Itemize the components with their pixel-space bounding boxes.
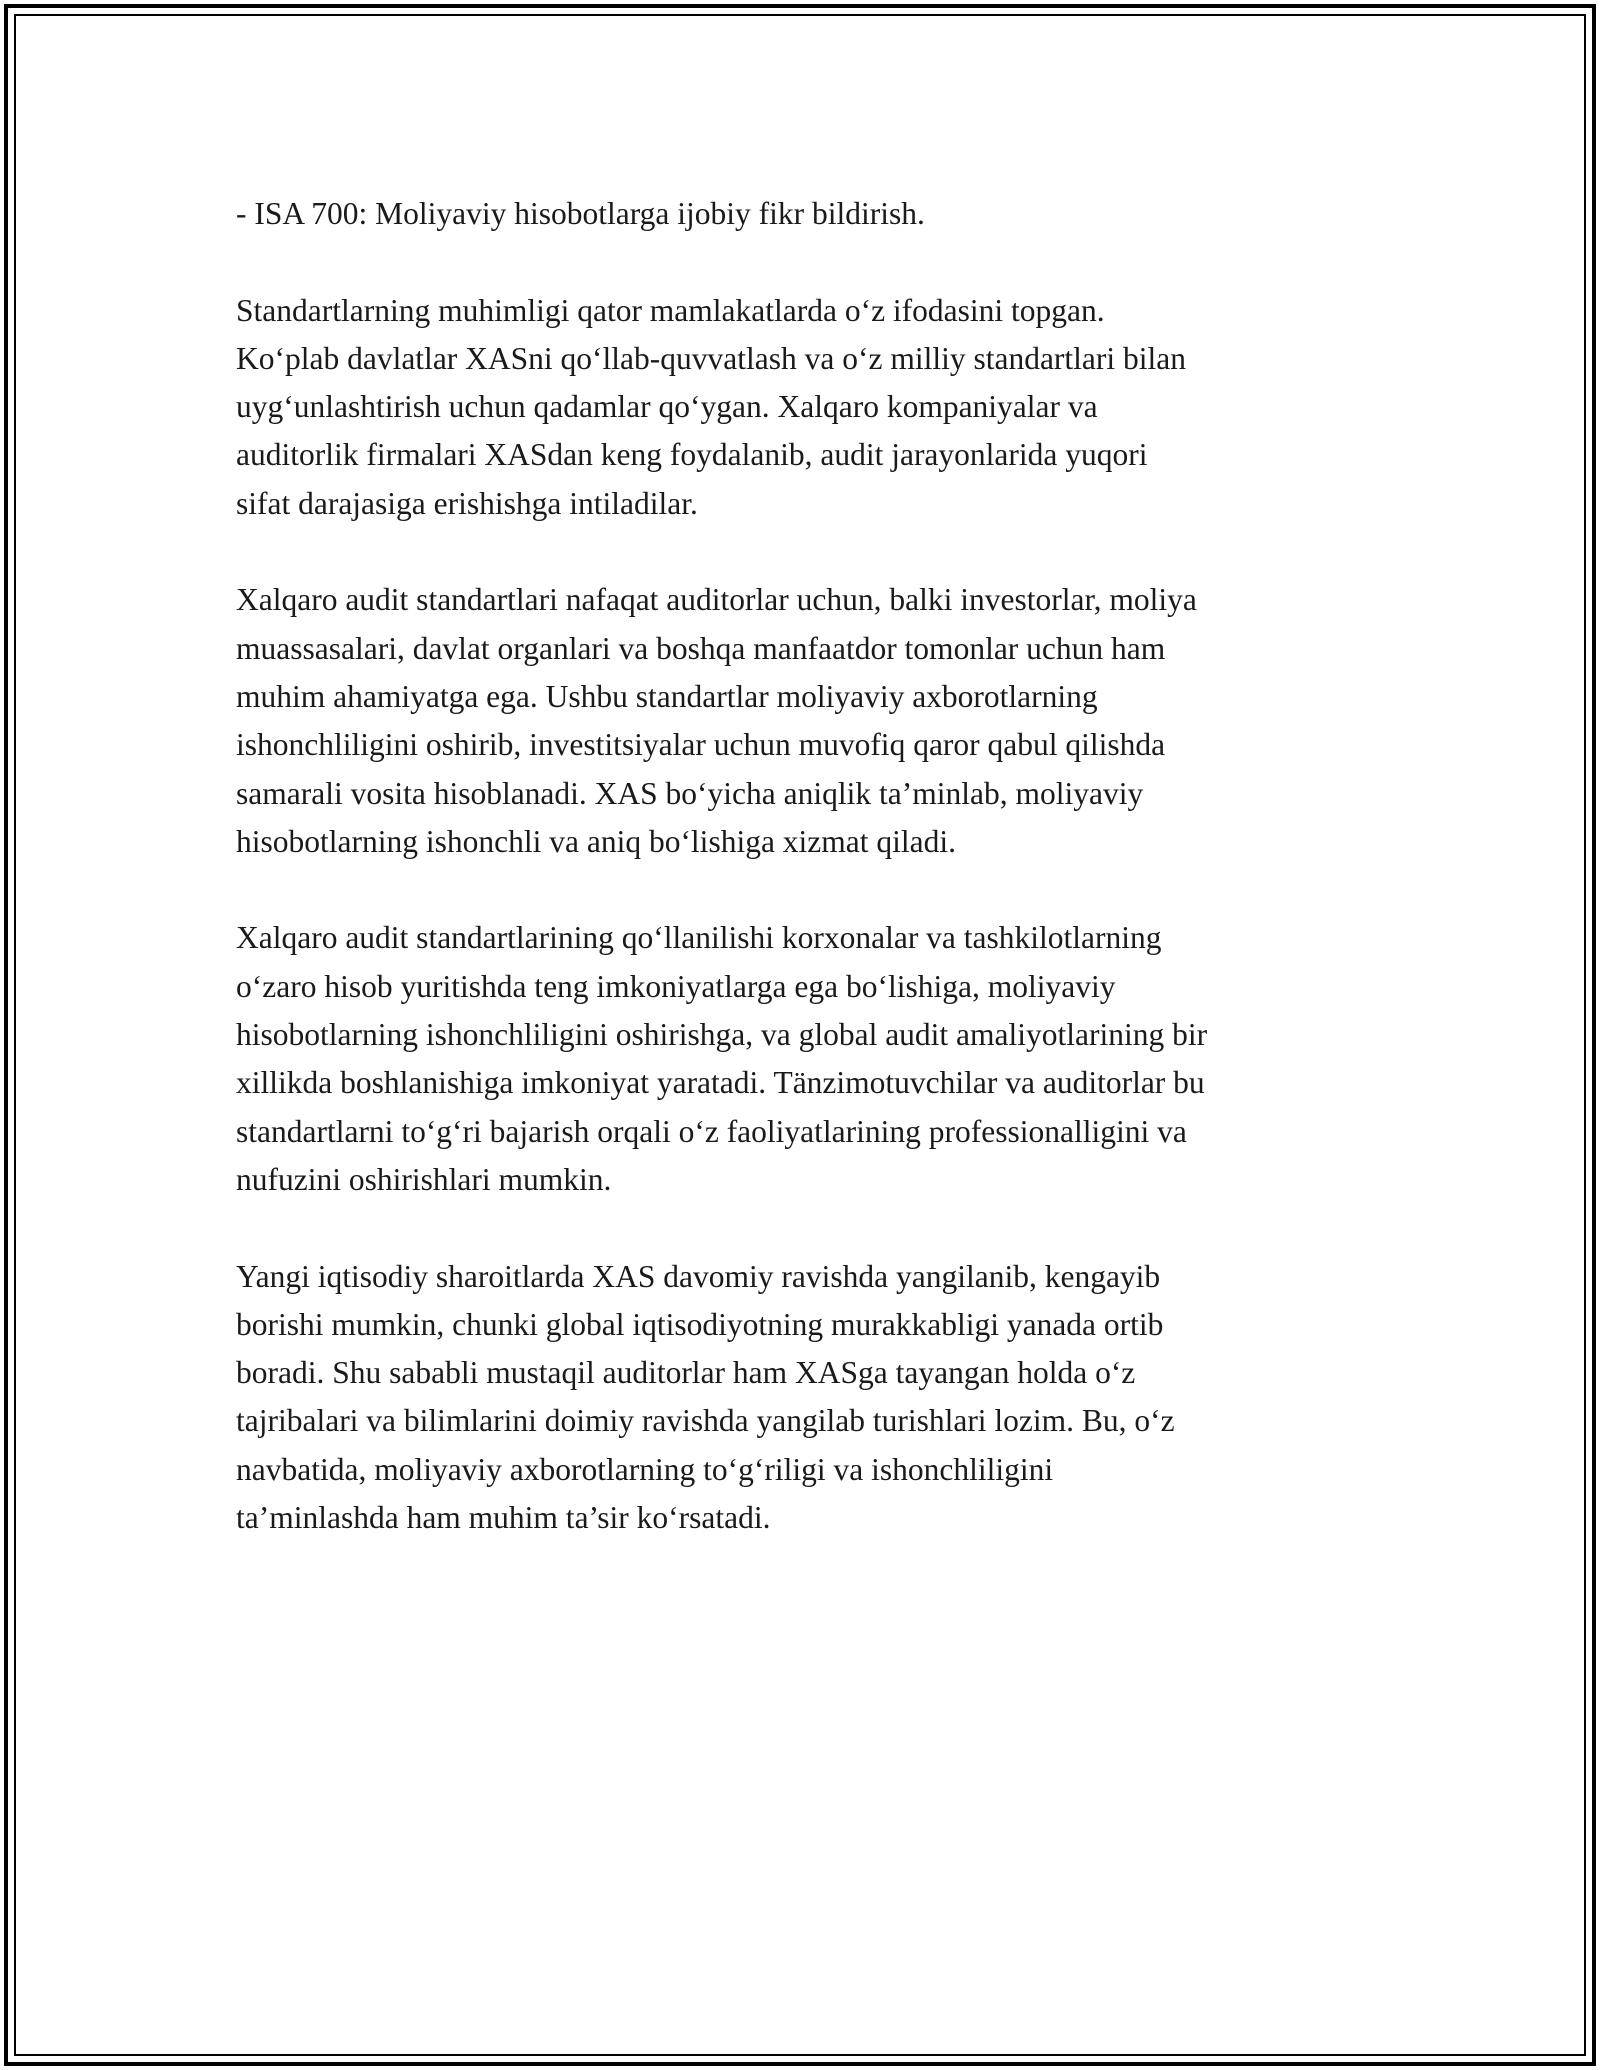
text-line: boradi. Shu sababli mustaqil auditorlar ham XASga tayangan holda o‘z [236, 1355, 1136, 1391]
text-line: hisobotlarning ishonchli va aniq bo‘lishiga xizmat qiladi. [236, 823, 957, 859]
paragraph [236, 576, 1396, 866]
text-line: muassasalari, davlat organlari va boshqa manfaatdor tomonlar uchun ham [236, 630, 1166, 666]
text-line: muhim ahamiyatga ega. Ushbu standartlar moliyaviy axborotlarning [236, 678, 1098, 714]
document-body [236, 190, 1396, 1591]
text-line: nufuzini oshirishlari mumkin. [236, 1161, 612, 1197]
text-line: hisobotlarning ishonchliligini oshirishga, va global audit amaliyotlarining bir [236, 1017, 1208, 1053]
text-line: standartlarni to‘g‘ri bajarish orqali o‘z faoliyatlarining professionalligini va [236, 1113, 1187, 1149]
text-line: Yangi iqtisodiy sharoitlarda XAS davomiy ravishda yangilanib, kengayib [236, 1258, 1161, 1294]
text-line: ta’minlashda ham muhim ta’sir ko‘rsatadi. [236, 1500, 771, 1536]
text-line: navbatida, moliyaviy axborotlarning to‘g‘riligi va ishonchliligini [236, 1451, 1054, 1487]
text-line: sifat darajasiga erishishga intiladilar. [236, 485, 698, 521]
paragraph [236, 914, 1396, 1204]
text-line: uyg‘unlashtirish uchun qadamlar qo‘ygan. Xalqaro kompaniyalar va [236, 389, 1098, 425]
paragraph [236, 1253, 1396, 1543]
text-line: o‘zaro hisob yuritishda teng imkoniyatlarga ega bo‘lishiga, moliyaviy [236, 968, 1116, 1004]
text-line: xillikda boshlanishiga imkoniyat yaratadi. Tänzimotuvchilar va auditorlar bu [236, 1065, 1205, 1101]
text-line: ishonchliligini oshirib, investitsiyalar uchun muvofiq qaror qabul qilishda [236, 727, 1166, 763]
text-line: - ISA 700: Moliyaviy hisobotlarga ijobiy fikr bildirish. [236, 196, 925, 231]
text-line: Ko‘plab davlatlar XASni qo‘llab-quvvatlash va o‘z milliy standartlari bilan [236, 340, 1186, 376]
text-line: Standartlarning muhimligi qator mamlakatlarda o‘z ifodasini topgan. [236, 292, 1105, 328]
paragraph [236, 287, 1396, 528]
text-line: Xalqaro audit standartlarining qo‘llanilishi korxonalar va tashkilotlarning [236, 920, 1162, 956]
text-line: auditorlik firmalari XASdan keng foydalanib, audit jarayonlarida yuqori [236, 437, 1148, 473]
paragraph [236, 190, 1396, 238]
text-line: Xalqaro audit standartlari nafaqat auditorlar uchun, balki investorlar, moliya [236, 582, 1197, 618]
text-line: tajribalari va bilimlarini doimiy ravishda yangilab turishlari lozim. Bu, o‘z [236, 1403, 1175, 1439]
text-line: borishi mumkin, chunki global iqtisodiyotning murakkabligi yanada ortib [236, 1306, 1164, 1342]
text-line: samarali vosita hisoblanadi. XAS bo‘yicha aniqlik ta’minlab, moliyaviy [236, 775, 1144, 811]
